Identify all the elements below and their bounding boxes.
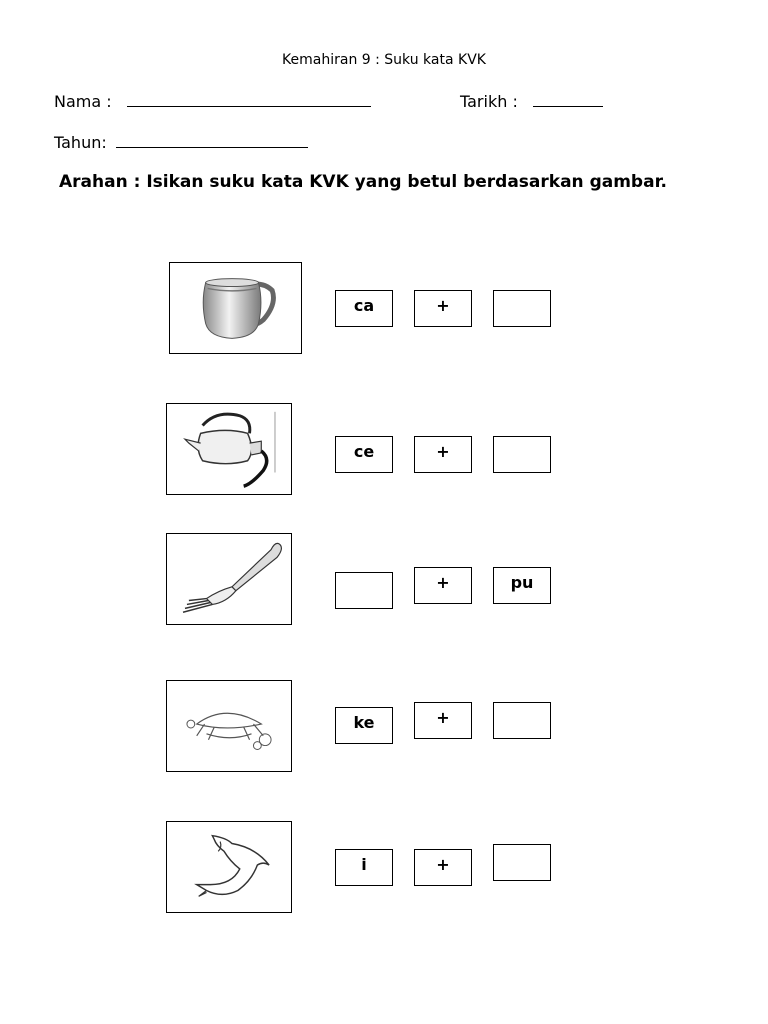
instruction-text: Arahan : Isikan suku kata KVK yang betul berdasarkan gambar. [59,172,667,192]
row2-first-syllable-box[interactable]: ce [335,436,393,473]
row4-answer-box[interactable] [493,702,551,739]
row1-answer-box[interactable] [493,290,551,327]
row5-first-syllable-box[interactable]: i [335,849,393,886]
date-label: Tarikh : [460,92,518,111]
jug-picture [169,262,302,354]
row5-answer-box[interactable] [493,844,551,881]
row1-first-syllable-box[interactable]: ca [335,290,393,327]
dolphin-picture [166,821,292,913]
row3-answer-box[interactable] [335,572,393,609]
name-blank-line[interactable] [127,106,371,107]
crab-icon [167,681,291,771]
kettle-picture [166,403,292,495]
fork-icon [167,534,291,624]
year-blank-line[interactable] [116,147,308,148]
name-label: Nama : [54,92,112,111]
row5-plus-sign: + [414,849,472,886]
row2-plus-sign: + [414,436,472,473]
fork-picture [166,533,292,625]
row4-first-syllable-box[interactable]: ke [335,707,393,744]
row4-plus-sign: + [414,702,472,739]
worksheet-title: Kemahiran 9 : Suku kata KVK [282,52,486,68]
kettle-icon [167,404,291,494]
year-label: Tahun: [54,133,107,152]
row1-plus-sign: + [414,290,472,327]
jug-icon [170,263,301,353]
row2-answer-box[interactable] [493,436,551,473]
row3-second-syllable-box[interactable]: pu [493,567,551,604]
row3-plus-sign: + [414,567,472,604]
dolphin-icon [167,822,291,912]
date-blank-line[interactable] [533,106,603,107]
name-field [54,92,371,111]
date-field [460,92,603,111]
year-field [54,133,308,152]
crab-picture [166,680,292,772]
